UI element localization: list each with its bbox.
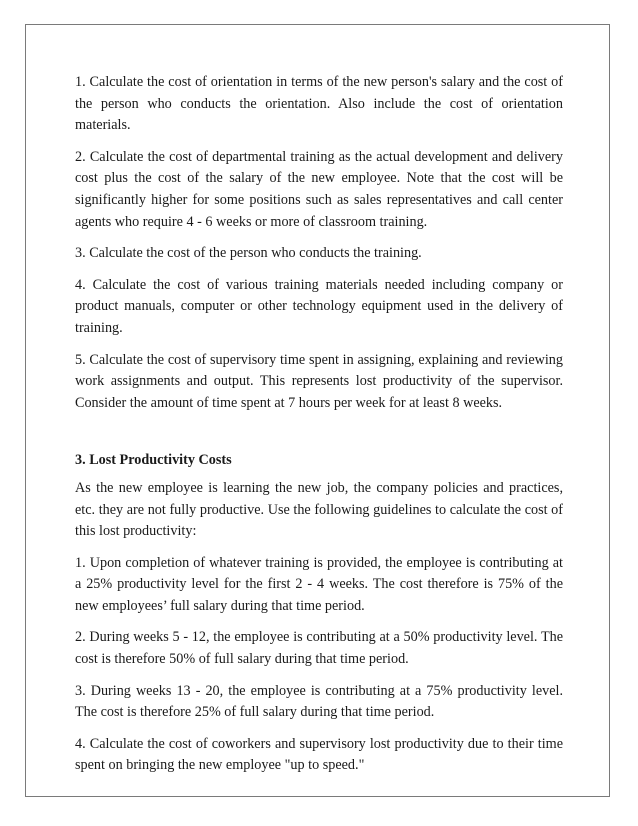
list-item: 3. During weeks 13 - 20, the employee is contributing at a 75% productivity level. The cost is therefore 25% of full salary during that time period. — [75, 682, 563, 721]
list-item: 4. Calculate the cost of various training materials needed including company or product manuals, computer or other technology equipment used in the delivery of training. — [75, 276, 563, 336]
list-item: 2. During weeks 5 - 12, the employee is contributing at a 50% productivity level. The cost is therefore 50% of full salary during that time period. — [75, 629, 563, 668]
document-body — [75, 72, 563, 787]
list-item: 2. Calculate the cost of departmental training as the actual development and delivery cost plus the cost of the salary of the new employee. Note that the cost will be significantly higher for some positions such as sales representatives and call center agents who require 4 - 6 weeks or more of classroom training. — [75, 148, 563, 230]
section-intro: As the new employee is learning the new job, the company policies and practices, etc. they are not fully productive. Use the following guidelines to calculate the cost of this lost productivity: — [75, 479, 563, 540]
list-item: 5. Calculate the cost of supervisory time spent in assigning, explaining and reviewing work assignments and output. This represents lost productivity of the supervisor. Consider the amount of time spent at 7 hours per week for at least 8 weeks. — [75, 351, 563, 411]
list-item: 3. Calculate the cost of the person who conducts the training. — [75, 245, 422, 262]
list-item: 4. Calculate the cost of coworkers and supervisory lost productivity due to their time spent on bringing the new employee "up to speed." — [75, 735, 563, 774]
section-heading: 3. Lost Productivity Costs — [75, 452, 232, 469]
list-item: 1. Calculate the cost of orientation in terms of the new person's salary and the cost of the person who conducts the orientation. Also include the cost of orientation materials. — [75, 74, 563, 134]
list-item: 1. Upon completion of whatever training is provided, the employee is contributing at a 25% productivity level for the first 2 - 4 weeks. The cost therefore is 75% of the new employees’ full salary during that time period. — [75, 554, 563, 614]
